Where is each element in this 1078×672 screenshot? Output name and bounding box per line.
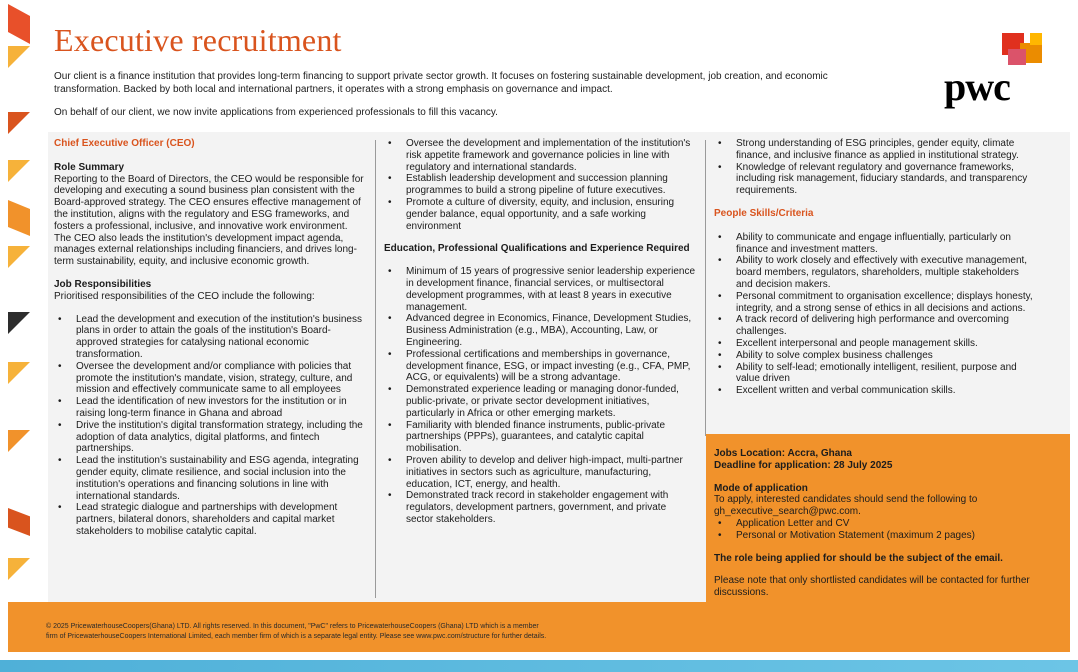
decorative-orange-shape-3 (8, 160, 30, 182)
decorative-dark-shape (8, 312, 30, 334)
list-item: • Professional certifications and memberships in governance, development finance, ESG, or impact investing (e.g., CFA, PMP, ACG, or equivalents) will be a strong advantage. (384, 349, 696, 384)
list-item: • Ability to solve complex business challenges (714, 350, 1034, 362)
decorative-red-shape-2 (8, 508, 30, 536)
list-item: • Lead the identification of new investors for the institution or in raising long-term finance in Ghana and abroad (54, 396, 366, 420)
list-item: • Ability to communicate and engage influentially, particularly on finance and investment matters. (714, 232, 1034, 256)
list-item: • Proven ability to develop and deliver high-impact, multi-partner initiatives in sectors such as agriculture, manufacturing, education, ICT, energy, and health. (384, 455, 696, 490)
role-summary-heading: Role Summary (54, 161, 125, 173)
responsibilities-list (54, 314, 366, 538)
list-item: • Application Letter and CV (714, 518, 1034, 530)
list-item: • Excellent interpersonal and people management skills. (714, 338, 1034, 350)
list-item: • Advanced degree in Economics, Finance, Development Studies, Business Administration (e.g., MBA), Accounting, Law, or Engineering. (384, 313, 696, 348)
invitation-paragraph: On behalf of our client, we now invite applications from experienced professionals to fill this vacancy. (54, 107, 498, 118)
education-heading: Education, Professional Qualifications and Experience Required (384, 243, 690, 255)
decorative-orange-shape-5 (8, 246, 30, 268)
list-item: • Lead the development and execution of the institution's business plans in order to attain the goals of the institution's Board-approved strategies for catalysing national economic transformation. (54, 314, 366, 361)
list-item: • Ability to self-lead; emotionally intelligent, resilient, purpose and value driven (714, 362, 1034, 386)
requirements-continued-list (714, 138, 1034, 197)
list-item: • A track record of delivering high performance and overcoming challenges. (714, 314, 1034, 338)
decorative-orange-shape-4 (8, 200, 30, 236)
list-item: • Ability to work closely and effectively with executive management, board members, regulators, shareholders, multiple stakeholders and decision makers. (714, 255, 1034, 290)
list-item: • Establish leadership development and succession planning programmes to build a strong pipeline of future executives. (384, 173, 696, 197)
pwc-logo-text: pwc (944, 64, 1010, 109)
list-item: • Oversee the development and/or compliance with policies that promote the institution's mandate, vision, strategy, culture, and mission and effectively communicate same to all employees (54, 361, 366, 396)
application-info (714, 448, 1034, 599)
bottom-blue-bar (0, 660, 1078, 672)
email-subject-note: The role being applied for should be the subject of the email. (714, 552, 1003, 564)
responsibilities-continued-list (384, 138, 696, 232)
intro-paragraph: Our client is a finance institution that provides long-term financing to support private sector growth. It focuses on fostering sustainable development, job creation, and economic transformation. Backed by both local and international partners, it operates with a strong emphasis on governance and impact. (54, 71, 828, 95)
pwc-logo (944, 33, 1054, 109)
application-documents-list (714, 518, 1034, 542)
mode-of-application-text: To apply, interested candidates should send the following to gh_executive_search@pwc.com. (714, 494, 978, 518)
mode-of-application-heading: Mode of application (714, 482, 808, 494)
shortlist-note: Please note that only shortlisted candidates will be contacted for further discussions. (714, 575, 1030, 599)
list-item: • Strong understanding of ESG principles, gender equity, climate finance, and inclusive finance as applied in institutional strategy. (714, 138, 1034, 162)
list-item: • Drive the institution's digital transformation strategy, including the adoption of data analytics, digital platforms, and fintech partnerships. (54, 420, 366, 455)
role-summary-text: Reporting to the Board of Directors, the CEO would be responsible for developing and executing a sound business plan consistent with the Board-approved strategy. The CEO ensures effective management of the institution, aligns with the regulatory and ESG frameworks, and fosters a professional, inclusive, and innovative work environment. The CEO also leads the institution's development impact agenda, manages external relationships including financiers, and drives long-term sustainability, equity, and inclusive economic growth. (54, 173, 364, 268)
list-item: • Demonstrated track record in stakeholder engagement with regulators, development partners, government, and private sector stakeholders. (384, 490, 696, 525)
list-item: • Lead strategic dialogue and partnerships with development partners, bilateral donors, shareholders and capital market stakeholders to mobilise catalytic capital. (54, 502, 366, 537)
decorative-orange-shape-8 (8, 558, 30, 580)
column-3 (714, 138, 1034, 397)
decorative-orange-shape-1 (8, 4, 30, 44)
column-divider-2 (705, 140, 706, 436)
decorative-red-shape (8, 112, 30, 134)
people-skills-heading: People Skills/Criteria (714, 207, 814, 219)
list-item: • Personal commitment to organisation excellence; displays honesty, integrity, and a strong sense of ethics in all decisions and actions. (714, 291, 1034, 315)
list-item: • Familiarity with blended finance instruments, public-private partnerships (PPPs), guarantees, and catalytic capital mobilisation. (384, 420, 696, 455)
list-item: • Demonstrated experience leading or managing donor-funded, public-private, or private sector development initiatives, particularly in Africa or other emerging markets. (384, 384, 696, 419)
copyright-line-2: firm of PricewaterhouseCoopers International Limited, each member firm of which is a separate legal entity. Please see www.pwc.com/structure for further details. (46, 632, 547, 640)
jobs-location: Jobs Location: Accra, Ghana (714, 448, 852, 459)
copyright-line-1: © 2025 PricewaterhouseCoopers(Ghana) LTD. All rights reserved. In this document, "PwC" refers to PricewaterhouseCoopers (Ghana) LTD which is a member (46, 623, 539, 630)
position-title: Chief Executive Officer (CEO) (54, 138, 195, 149)
decorative-orange-shape-2 (8, 46, 30, 68)
requirements-list (384, 266, 696, 526)
list-item: • Oversee the development and implementation of the institution's risk appetite framework and governance policies in line with regulatory and international standards. (384, 138, 696, 173)
column-divider-1 (375, 140, 376, 598)
decorative-orange-shape-6 (8, 362, 30, 384)
column-1 (54, 138, 366, 538)
list-item: • Minimum of 15 years of progressive senior leadership experience in development finance, financial services, or multisectoral development programmes, with at least 8 years in executive management. (384, 266, 696, 313)
list-item: • Lead the institution's sustainability and ESG agenda, integrating gender equity, climate resilience, and social inclusion into the institution's operations and financing solutions in line with international standards. (54, 455, 366, 502)
list-item: • Personal or Motivation Statement (maximum 2 pages) (714, 530, 1034, 542)
list-item: • Knowledge of relevant regulatory and governance frameworks, including risk management, fiduciary standards, and transparency requirements. (714, 162, 1034, 197)
job-responsibilities-heading: Job Responsibilities (54, 278, 152, 290)
decorative-orange-shape-7 (8, 430, 30, 452)
copyright-footer (46, 622, 1046, 641)
column-2 (384, 138, 696, 526)
page-title: Executive recruitment (54, 22, 342, 58)
job-responsibilities-intro: Prioritised responsibilities of the CEO include the following: (54, 290, 315, 302)
list-item: • Excellent written and verbal communication skills. (714, 385, 1034, 397)
application-deadline: Deadline for application: 28 July 2025 (714, 459, 893, 471)
people-skills-list (714, 232, 1034, 397)
list-item: • Promote a culture of diversity, equity, and inclusion, ensuring gender balance, equal opportunity, and a safe working environment (384, 197, 696, 232)
